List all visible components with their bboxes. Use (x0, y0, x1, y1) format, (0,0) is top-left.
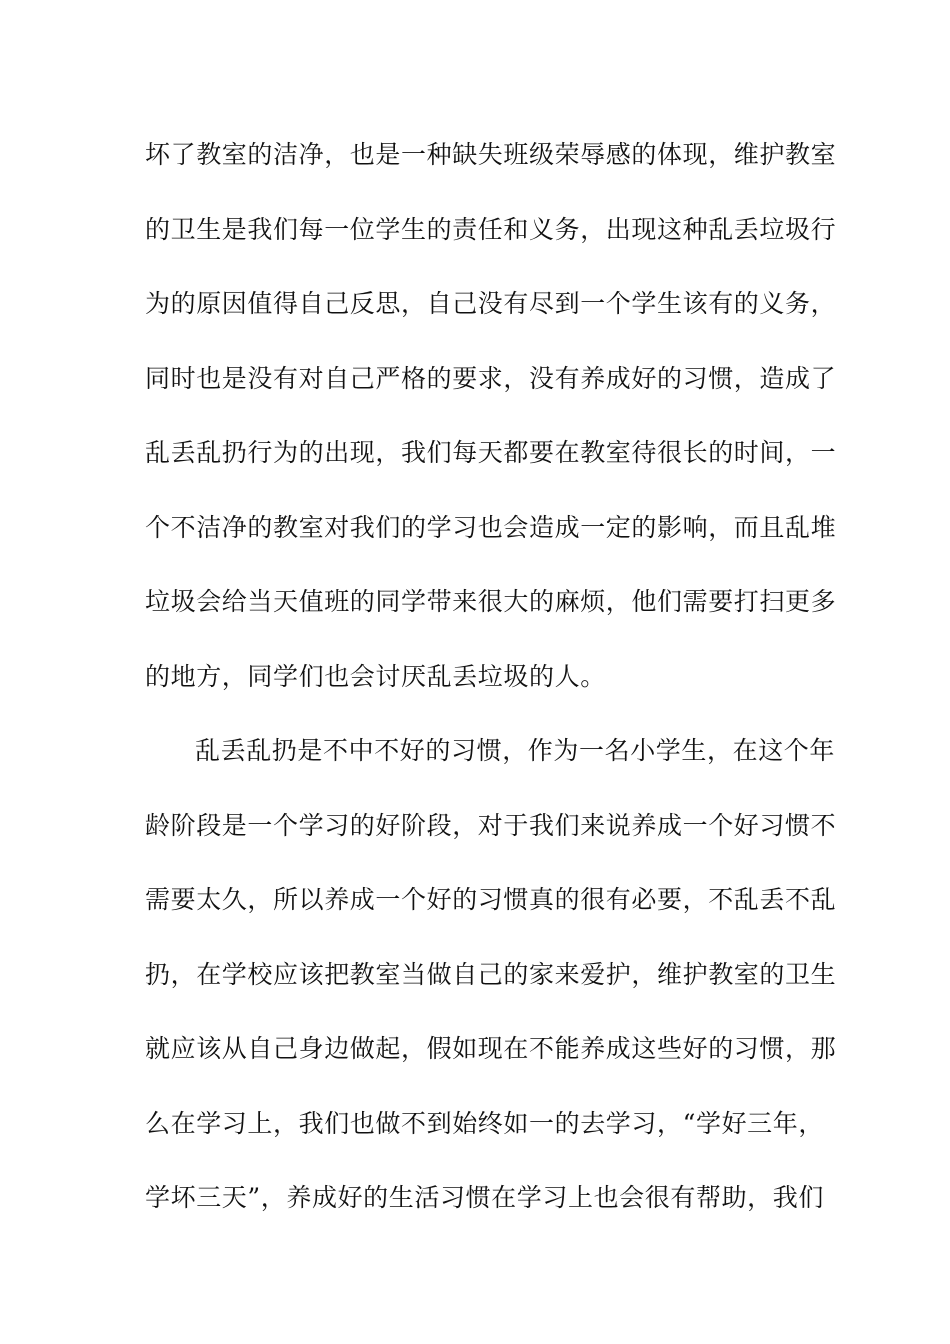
text-line: 垃圾会给当天值班的同学带来很大的麻烦，他们需要打扫更多 (145, 587, 837, 616)
text-line: 个不洁净的教室对我们的学习也会造成一定的影响，而且乱堆 (145, 512, 837, 542)
text-line: 的地方，同学们也会讨厌乱丢垃圾的人。 (145, 661, 606, 691)
text-line: 同时也是没有对自己严格的要求，没有养成好的习惯，造成了 (145, 363, 837, 393)
text-line: 龄阶段是一个学习的好阶段，对于我们来说养成一个好习惯不 (145, 810, 837, 840)
text-line: 的卫生是我们每一位学生的责任和义务，出现这种乱丢垃圾行 (145, 214, 837, 244)
text-line: 学坏三天”，养成好的生活习惯在学习上也会很有帮助，我们 (145, 1183, 824, 1212)
text-line: 乱丢乱扔行为的出现，我们每天都要在教室待很长的时间，一 (145, 438, 837, 467)
text-line: 需要太久，所以养成一个好的习惯真的很有必要，不乱丢不乱 (145, 885, 837, 914)
text-line: 就应该从自己身边做起，假如现在不能养成这些好的习惯，那 (145, 1034, 837, 1063)
text-line: 扔，在学校应该把教室当做自己的家来爱护，维护教室的卫生 (145, 959, 837, 989)
body-text (145, 130, 837, 1248)
paragraph-start-line: 乱丢乱扔是不中不好的习惯，作为一名小学生，在这个年 (195, 736, 836, 765)
text-line: 为的原因值得自己反思，自己没有尽到一个学生该有的义务， (145, 289, 837, 318)
text-line: 么在学习上，我们也做不到始终如一的去学习，“学好三年， (145, 1108, 824, 1138)
text-line: 坏了教室的洁净，也是一种缺失班级荣辱感的体现，维护教室 (145, 140, 837, 169)
